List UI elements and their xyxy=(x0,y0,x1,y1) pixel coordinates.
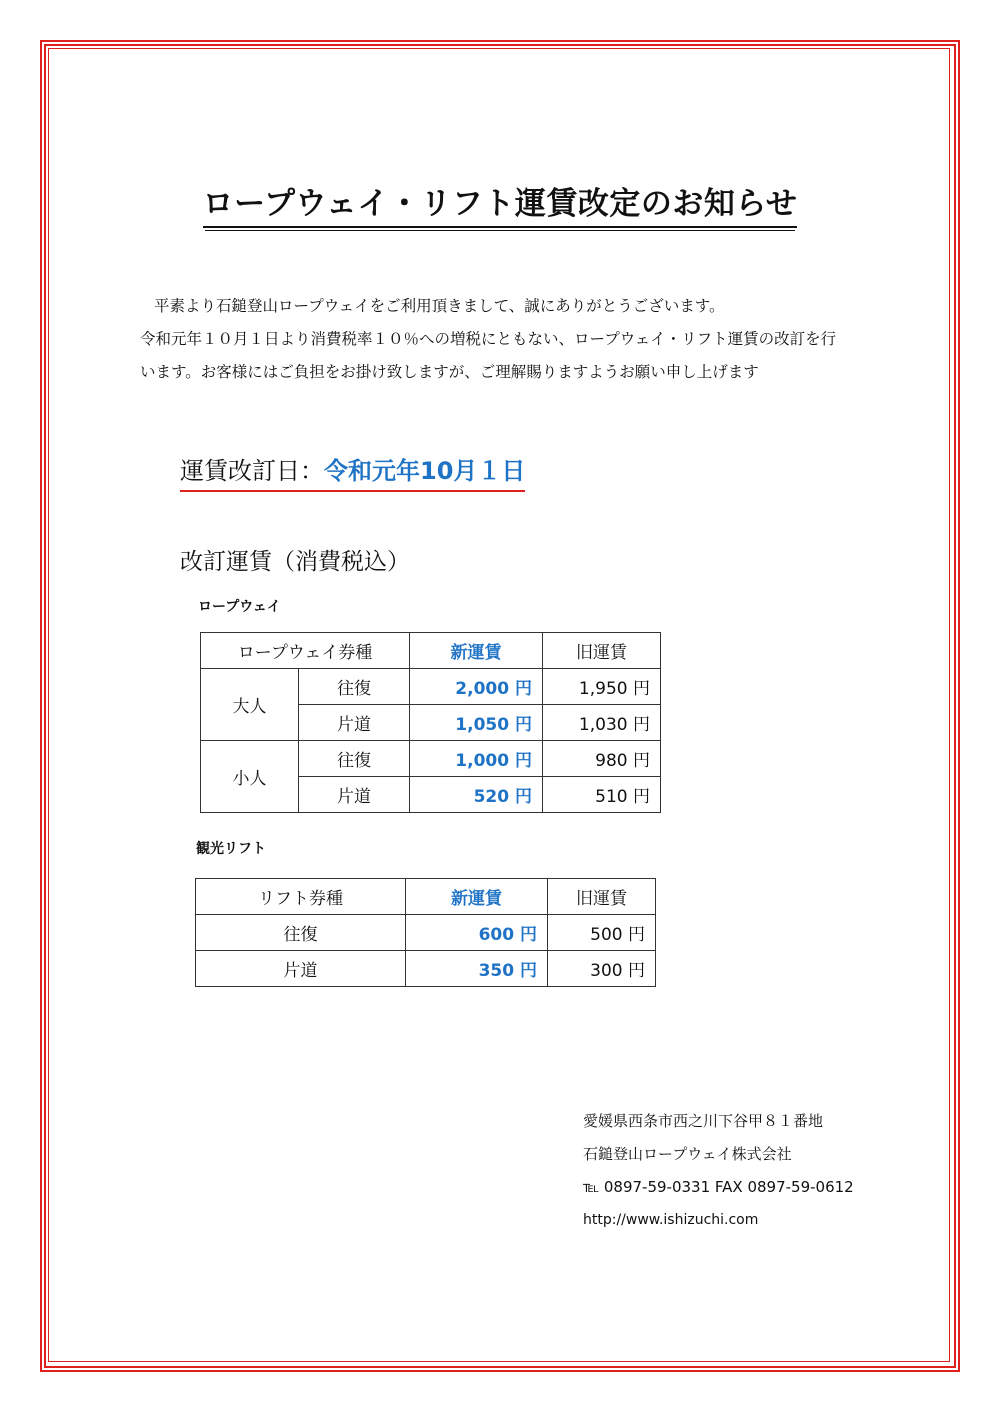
table-row xyxy=(201,669,661,705)
table-row xyxy=(201,741,661,777)
company-info xyxy=(583,1105,854,1237)
old-fare: 1,950 円 xyxy=(543,669,661,705)
intro-line-2: 令和元年１０月１日より消費税率１０％への増税にともない、ロープウェイ・リフト運賃の改訂を行 xyxy=(140,330,837,348)
company-address: 愛媛県西条市西之川下谷甲８１番地 xyxy=(583,1112,824,1130)
new-fare: 520 円 xyxy=(410,777,543,813)
company-url[interactable]: http://www.ishizuchi.com xyxy=(583,1212,759,1228)
ropeway-fare-table xyxy=(200,632,661,813)
ticket-type: 往復 xyxy=(299,669,410,705)
section-title: 改訂運賃（消費税込） xyxy=(180,549,410,575)
lift-caption: 観光リフト xyxy=(196,841,266,857)
header-old-fare: 旧運賃 xyxy=(543,633,661,669)
revision-date xyxy=(180,451,525,492)
new-fare: 600 円 xyxy=(406,915,548,951)
header-ticket-type: リフト券種 xyxy=(196,879,406,915)
intro-line-3: います。お客様にはご負担をお掛け致しますが、ご理解賜りますようお願い申し上げます xyxy=(140,363,759,381)
intro-line-1: 平素より石鎚登山ロープウェイをご利用頂きまして、誠にありがとうございます。 xyxy=(154,297,725,315)
revision-date-value: 令和元年10月１日 xyxy=(324,457,526,485)
new-fare: 350 円 xyxy=(406,951,548,987)
old-fare: 1,030 円 xyxy=(543,705,661,741)
ticket-type: 往復 xyxy=(196,915,406,951)
new-fare: 1,000 円 xyxy=(410,741,543,777)
ropeway-caption: ロープウェイ xyxy=(198,599,281,615)
revision-date-label: 運賃改訂日： xyxy=(180,457,324,485)
old-fare: 510 円 xyxy=(543,777,661,813)
header-ticket-type: ロープウェイ券種 xyxy=(201,633,410,669)
ticket-type: 片道 xyxy=(299,705,410,741)
intro-paragraph xyxy=(140,290,870,389)
company-name: 石鎚登山ロープウェイ株式会社 xyxy=(583,1145,792,1163)
company-contact: ℡ 0897-59-0331 FAX 0897-59-0612 xyxy=(583,1178,854,1196)
table-header-row xyxy=(196,879,656,915)
ticket-type: 片道 xyxy=(196,951,406,987)
lift-fare-table xyxy=(195,878,656,987)
new-fare: 1,050 円 xyxy=(410,705,543,741)
header-old-fare: 旧運賃 xyxy=(548,879,656,915)
table-header-row xyxy=(201,633,661,669)
table-row xyxy=(196,951,656,987)
header-new-fare: 新運賃 xyxy=(410,633,543,669)
notice-title xyxy=(0,178,1000,228)
old-fare: 980 円 xyxy=(543,741,661,777)
old-fare: 500 円 xyxy=(548,915,656,951)
notice-title-text: ロープウェイ・リフト運賃改定のお知らせ xyxy=(203,178,798,228)
ticket-type: 往復 xyxy=(299,741,410,777)
header-new-fare: 新運賃 xyxy=(406,879,548,915)
ticket-type: 片道 xyxy=(299,777,410,813)
group-adult: 大人 xyxy=(201,669,299,741)
table-row xyxy=(196,915,656,951)
group-child: 小人 xyxy=(201,741,299,813)
new-fare: 2,000 円 xyxy=(410,669,543,705)
old-fare: 300 円 xyxy=(548,951,656,987)
